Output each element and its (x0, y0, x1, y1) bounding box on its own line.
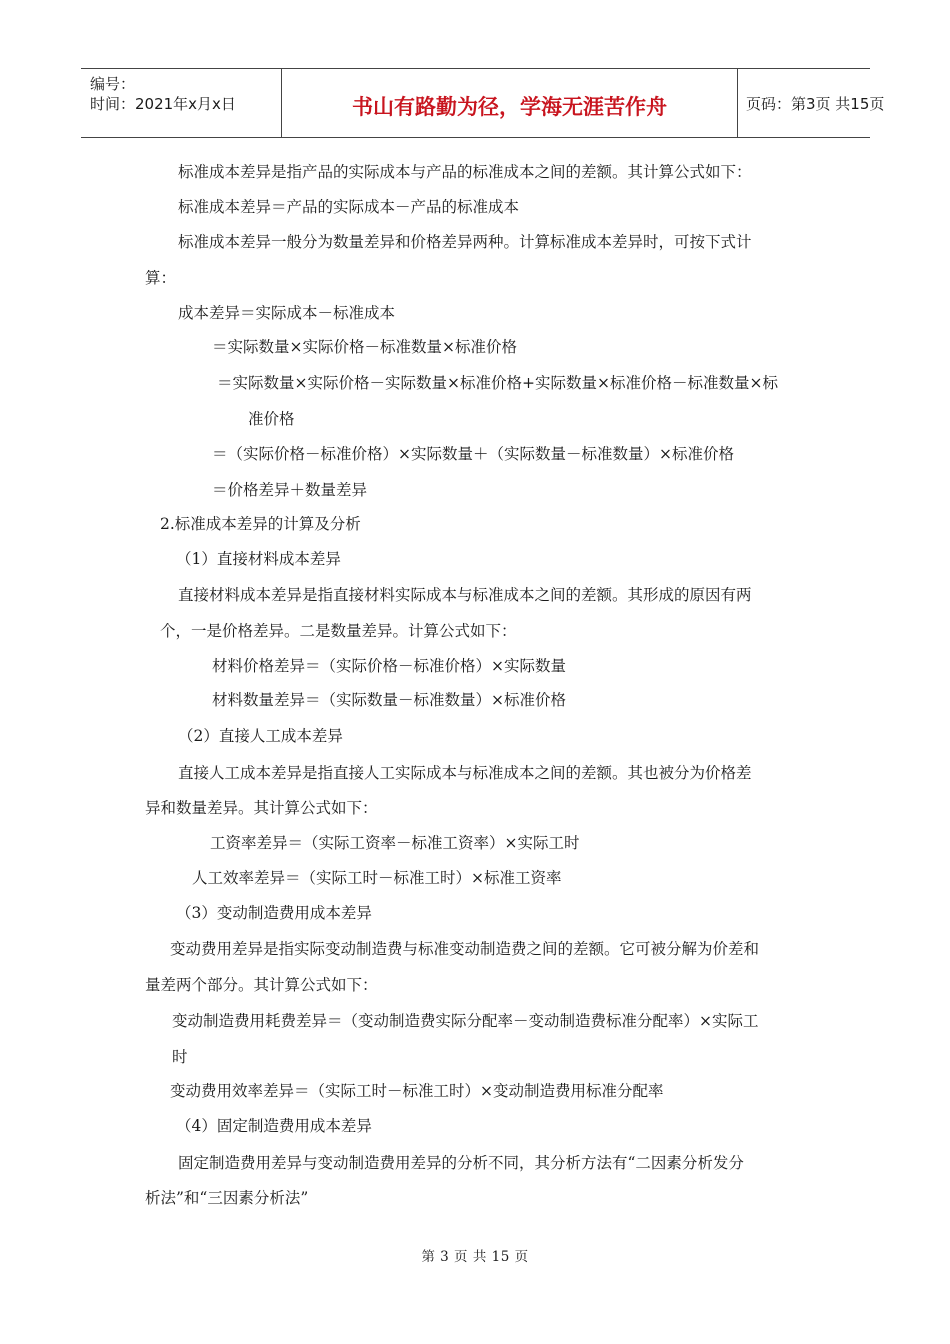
paragraph-line: 变动费用差异是指实际变动制造费与标准变动制造费之间的差额。它可被分解为价差和 (170, 940, 760, 958)
paragraph-line: 标准成本差异是指产品的实际成本与产品的标准成本之间的差额。其计算公式如下： (178, 163, 752, 181)
date-label: 时间：2021年x月x日 (90, 95, 236, 113)
paragraph-line: 析法”和“三因素分析法” (145, 1189, 309, 1207)
paragraph-line: 直接材料成本差异是指直接材料实际成本与标准成本之间的差额。其形成的原因有两 (178, 586, 752, 604)
paragraph-line: 个，一是价格差异。二是数量差异。计算公式如下： (160, 622, 517, 640)
paragraph-line: 标准成本差异一般分为数量差异和价格差异两种。计算标准成本差异时，可按下式计 (178, 233, 752, 251)
subsection-heading: （2）直接人工成本差异 (178, 727, 343, 745)
formula-line: 成本差异＝实际成本－标准成本 (178, 304, 396, 322)
header-page-cell (737, 69, 885, 137)
page-footer: 第 3 页 共 15 页 (421, 1249, 529, 1265)
formula-line: ＝实际数量×实际价格－实际数量×标准价格+实际数量×标准价格－标准数量×标 (217, 374, 778, 392)
paragraph-line: 异和数量差异。其计算公式如下： (145, 799, 378, 817)
formula-line: 时 (172, 1048, 188, 1066)
header-meta (81, 69, 281, 137)
formula-line: ＝实际数量×实际价格－标准数量×标准价格 (212, 338, 517, 356)
motto-text: 书山有路勤为径，学海无涯苦作舟 (352, 95, 667, 119)
page-info: 页码：第3页 共15页 (746, 95, 885, 113)
subsection-heading: （1）直接材料成本差异 (176, 550, 341, 568)
formula-line: 变动制造费用耗费差异＝（变动制造费实际分配率－变动制造费标准分配率）×实际工 (172, 1012, 759, 1030)
paragraph-line: 直接人工成本差异是指直接人工实际成本与标准成本之间的差额。其也被分为价格差 (178, 764, 752, 782)
formula-line: 标准成本差异＝产品的实际成本－产品的标准成本 (178, 198, 520, 216)
formula-line: 人工效率差异＝（实际工时－标准工时）×标准工资率 (192, 869, 562, 887)
formula-line: 准价格 (248, 410, 295, 428)
formula-line: 材料数量差异＝（实际数量－标准数量）×标准价格 (212, 691, 566, 709)
serial-label: 编号： (90, 75, 136, 93)
formula-line: 材料价格差异＝（实际价格－标准价格）×实际数量 (212, 657, 566, 675)
subsection-heading: （3）变动制造费用成本差异 (176, 904, 372, 922)
paragraph-line: 固定制造费用差异与变动制造费用差异的分析不同，其分析方法有“二因素分析发分 (178, 1154, 744, 1172)
paragraph-line: 算： (145, 269, 177, 287)
formula-line: ＝（实际价格－标准价格）×实际数量＋（实际数量－标准数量）×标准价格 (212, 445, 734, 463)
section-heading: 2.标准成本差异的计算及分析 (160, 515, 361, 533)
header-motto-cell (281, 69, 738, 137)
paragraph-line: 量差两个部分。其计算公式如下： (145, 976, 378, 994)
formula-line: 变动费用效率差异＝（实际工时－标准工时）×变动制造费用标准分配率 (170, 1082, 664, 1100)
formula-line: ＝价格差异＋数量差异 (212, 481, 368, 499)
document-header (81, 68, 885, 138)
subsection-heading: （4）固定制造费用成本差异 (176, 1117, 372, 1135)
formula-line: 工资率差异＝（实际工资率－标准工资率）×实际工时 (210, 834, 580, 852)
